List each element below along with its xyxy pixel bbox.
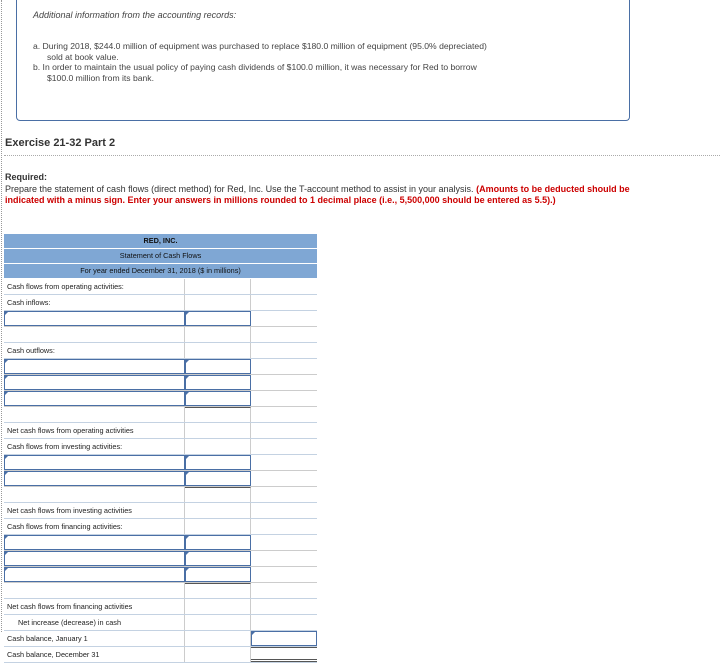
info-item-a: a. During 2018, $244.0 million of equipment was purchased to replace $180.0 million of equipment (95.0% depreciated) xyxy=(33,41,487,51)
table-row xyxy=(4,375,317,391)
net-operating-label: Net cash flows from operating activities xyxy=(4,423,185,438)
divider xyxy=(4,155,720,156)
investing-amount-input-1[interactable] xyxy=(185,455,251,470)
table-row xyxy=(4,551,317,567)
investing-label-input-1[interactable] xyxy=(4,455,185,470)
exercise-title: Exercise 21-32 Part 2 xyxy=(5,137,116,149)
table-row xyxy=(4,567,317,583)
table-row xyxy=(4,599,317,615)
table-row xyxy=(4,519,317,535)
net-financing-label: Net cash flows from financing activities xyxy=(4,599,185,614)
info-item-a-cont: sold at book value. xyxy=(47,51,119,62)
additional-info-box xyxy=(16,0,630,121)
financing-amount-input-3[interactable] xyxy=(185,567,251,582)
required-text: Prepare the statement of cash flows (direct method) for Red, Inc. Use the T-account method to assist in your analysis. xyxy=(5,183,474,194)
cash-jan1-label: Cash balance, January 1 xyxy=(4,631,185,646)
info-title: Additional information from the accounting records: xyxy=(33,10,237,20)
cash-dec31-label: Cash balance, December 31 xyxy=(4,647,185,662)
table-row xyxy=(4,359,317,375)
outflow-amount-input-2[interactable] xyxy=(185,375,251,390)
info-item-b-cont: $100.0 million from its bank. xyxy=(47,72,154,83)
table-row xyxy=(4,487,317,503)
table-row xyxy=(4,647,317,663)
net-increase-label: Net increase (decrease) in cash xyxy=(4,615,185,630)
table-row xyxy=(4,295,317,311)
cash-flow-statement xyxy=(4,234,317,663)
operating-inflow-label-input[interactable] xyxy=(4,311,185,326)
table-row xyxy=(4,503,317,519)
required-instructions xyxy=(5,172,635,207)
investing-amount-input-2[interactable] xyxy=(185,471,251,486)
required-emphasis: (Amounts to be deducted should be indicated with a minus sign. Enter your answers in millions rounded to 1 decimal place (i.e., 5,500,000 should be entered as 5.5).) xyxy=(5,183,630,205)
table-row xyxy=(4,471,317,487)
outflow-label-input-3[interactable] xyxy=(4,391,185,406)
cash-inflows-label: Cash inflows: xyxy=(4,295,185,310)
table-row xyxy=(4,343,317,359)
net-investing-label: Net cash flows from investing activities xyxy=(4,503,185,518)
required-label: Required: xyxy=(5,172,48,182)
financing-header: Cash flows from financing activities: xyxy=(4,519,185,534)
outflow-amount-input-3[interactable] xyxy=(185,391,251,406)
table-row xyxy=(4,423,317,439)
financing-amount-input-2[interactable] xyxy=(185,551,251,566)
table-row xyxy=(4,439,317,455)
financing-label-input-2[interactable] xyxy=(4,551,185,566)
table-row xyxy=(4,615,317,631)
table-row xyxy=(4,631,317,647)
financing-label-input-3[interactable] xyxy=(4,567,185,582)
page-left-border xyxy=(1,0,2,632)
outflow-amount-input-1[interactable] xyxy=(185,359,251,374)
table-row xyxy=(4,583,317,599)
company-name: RED, INC. xyxy=(4,234,317,249)
outflow-label-input-1[interactable] xyxy=(4,359,185,374)
info-item-b: b. In order to maintain the usual policy of paying cash dividends of $100.0 million, it was necessary for Red to borrow xyxy=(33,62,477,72)
info-list xyxy=(33,41,487,83)
statement-period: For year ended December 31, 2018 ($ in millions) xyxy=(4,264,317,279)
table-row xyxy=(4,455,317,471)
statement-name: Statement of Cash Flows xyxy=(4,249,317,264)
outflow-label-input-2[interactable] xyxy=(4,375,185,390)
table-row xyxy=(4,407,317,423)
table-row xyxy=(4,311,317,327)
table-row xyxy=(4,327,317,343)
investing-label-input-2[interactable] xyxy=(4,471,185,486)
financing-label-input-1[interactable] xyxy=(4,535,185,550)
cash-jan1-input[interactable] xyxy=(251,631,317,646)
table-row xyxy=(4,391,317,407)
cash-outflows-label: Cash outflows: xyxy=(4,343,185,358)
operating-inflow-amount-input[interactable] xyxy=(185,311,251,326)
financing-amount-input-1[interactable] xyxy=(185,535,251,550)
investing-header: Cash flows from investing activities: xyxy=(4,439,185,454)
operating-header: Cash flows from operating activities: xyxy=(4,279,185,294)
table-row xyxy=(4,279,317,295)
table-row xyxy=(4,535,317,551)
